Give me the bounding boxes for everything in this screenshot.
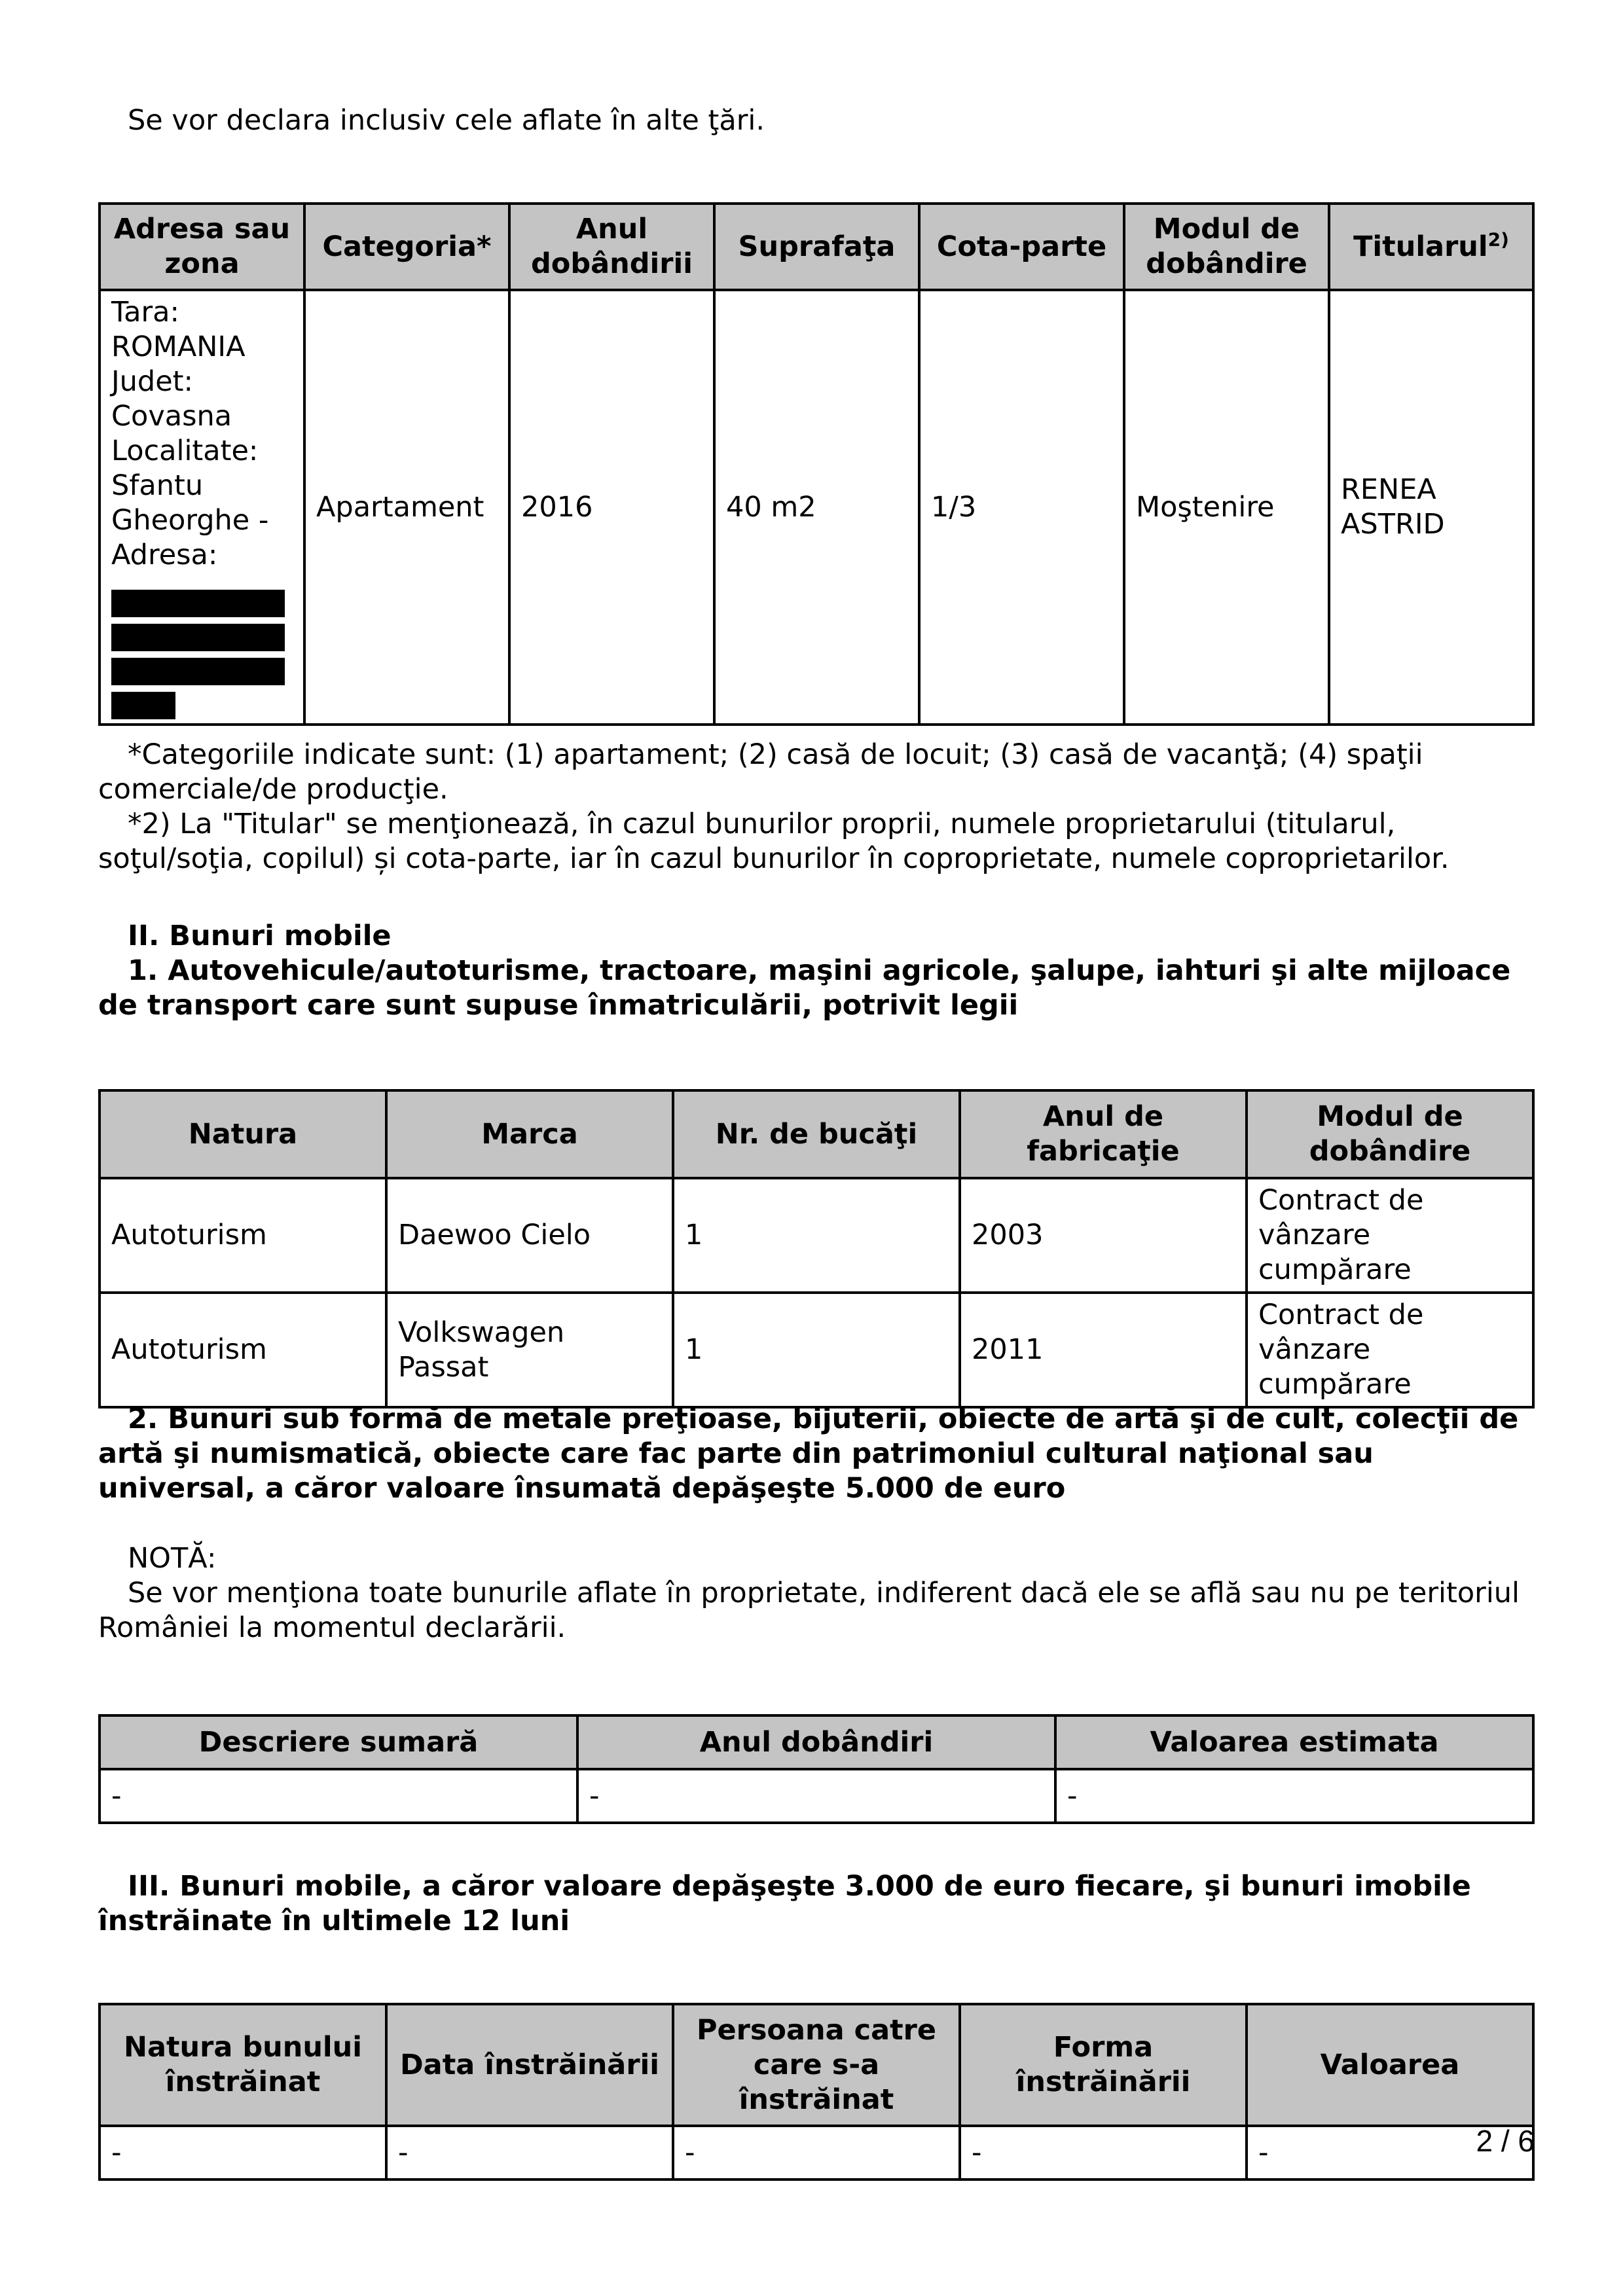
page-number: 2 / 6 — [1476, 2124, 1535, 2158]
header-cell: Modul de dobândire — [1124, 204, 1329, 290]
header-cell: Valoarea estimata — [1055, 1715, 1533, 1769]
table-cell: Apartament — [304, 290, 509, 725]
footnote-titular: *2) La "Titular" se menţionează, în cazul bunurilor proprii, numele proprietarului (titularul, soţul/soţia, copilul) și cota-parte, iar în cazul bunurilor în coproprietate, numele coproprietarilor. — [98, 808, 1450, 875]
header-cell: Nr. de bucăţi — [673, 1090, 960, 1178]
header-cell: Marca — [386, 1090, 673, 1178]
subsection-title: 1. Autovehicule/autoturisme, tractoare, maşini agricole, şalupe, iahturi şi alte mijloace de transport care sunt supuse înmatriculării, potrivit legii — [98, 954, 1511, 1022]
table-header-row — [100, 204, 1533, 290]
header-cell: Adresa sau zona — [100, 204, 304, 290]
table-cell: Moştenire — [1124, 290, 1329, 725]
header-cell: Forma înstrăinării — [960, 2004, 1247, 2126]
table-cell: - — [577, 1769, 1055, 1823]
table-cell: - — [386, 2126, 673, 2179]
address-line: ROMANIA — [111, 331, 246, 363]
imobile-table — [98, 202, 1535, 726]
table-cell: 2011 — [960, 1293, 1247, 1407]
table-cell: 1 — [673, 1293, 960, 1407]
header-cell: Anul dobândirii — [509, 204, 714, 290]
section-title: III. Bunuri mobile, a căror valoare depăşeşte 3.000 de euro fiecare, şi bunuri imobile înstrăinate în ultimele 12 luni — [98, 1870, 1471, 1937]
table-cell: - — [100, 2126, 386, 2179]
table-cell: 2016 — [509, 290, 714, 725]
address-cell — [100, 290, 304, 725]
address-line: Tara: — [111, 296, 180, 329]
footnotes — [98, 738, 1532, 876]
header-cell: Natura — [100, 1090, 386, 1178]
header-cell-titular: Titularul$^{2)}$ — [1329, 204, 1533, 290]
header-cell: Persoana catre care s-a înstrăinat — [673, 2004, 960, 2126]
table-cell: - — [960, 2126, 1247, 2179]
table-row — [100, 2126, 1533, 2179]
table-cell: Volkswagen Passat — [386, 1293, 673, 1407]
redaction-bar — [111, 590, 285, 617]
vehicles-table — [98, 1089, 1535, 1408]
table-cell: Autoturism — [100, 1293, 386, 1407]
footnote-categories: *Categoriile indicate sunt: (1) apartament; (2) casă de locuit; (3) casă de vacanţă; (4) spaţii comerciale/de producţie. — [98, 738, 1423, 806]
intro-note: Se vor declara inclusiv cele aflate în alte ţări. — [128, 104, 765, 137]
table-header-row — [100, 2004, 1533, 2126]
table-header-row — [100, 1715, 1533, 1769]
table-cell: Contract de vânzare cumpărare — [1247, 1293, 1533, 1407]
section-title: II. Bunuri mobile — [128, 920, 392, 952]
table-cell: 1/3 — [919, 290, 1124, 725]
table-header-row — [100, 1090, 1533, 1178]
table-cell: 40 m2 — [714, 290, 919, 725]
header-cell: Cota-parte — [919, 204, 1124, 290]
redaction-bar — [111, 624, 285, 651]
address-line: Gheorghe - — [111, 504, 269, 537]
header-cell: Categoria* — [304, 204, 509, 290]
address-line: Covasna — [111, 400, 232, 433]
table-row — [100, 1769, 1533, 1823]
alienated-table — [98, 2003, 1535, 2181]
table-cell: Contract de vânzare cumpărare — [1247, 1178, 1533, 1293]
table-cell: - — [100, 1769, 577, 1823]
table-row — [100, 1293, 1533, 1407]
address-line: Sfantu — [111, 469, 204, 502]
section-2-heading — [98, 919, 1532, 1023]
address-line: Adresa: — [111, 539, 218, 571]
address-line: Localitate: — [111, 435, 259, 467]
table-row — [100, 290, 1533, 725]
address-line: Judet: — [111, 365, 194, 398]
header-cell: Data înstrăinării — [386, 2004, 673, 2126]
table-cell: - — [673, 2126, 960, 2179]
table-cell: RENEA ASTRID — [1329, 290, 1533, 725]
nota-block — [98, 1541, 1532, 1645]
table-cell: - — [1247, 2126, 1533, 2179]
header-cell: Modul de dobândire — [1247, 1090, 1533, 1178]
table-cell: 1 — [673, 1178, 960, 1293]
redaction-bar — [111, 692, 175, 719]
header-cell: Valoarea — [1247, 2004, 1533, 2126]
nota-text: Se vor menţiona toate bunurile aflate în proprietate, indiferent dacă ele se află sau nu pe teritoriul României la momentul declarării. — [98, 1577, 1520, 1644]
table-cell: - — [1055, 1769, 1533, 1823]
valuables-table — [98, 1714, 1535, 1824]
header-cell: Suprafaţa — [714, 204, 919, 290]
header-cell: Anul dobândiri — [577, 1715, 1055, 1769]
subsection-title: 2. Bunuri sub formă de metale preţioase, bijuterii, obiecte de artă şi de cult, colecţii de artă şi numismatică, obiecte care fac parte din patrimoniul cultural naţional sau universal, a căror valoare însumată depăşeşte 5.000 de euro — [98, 1403, 1519, 1505]
redaction-bar — [111, 658, 285, 685]
table-row — [100, 1178, 1533, 1293]
nota-label: NOTĂ: — [128, 1542, 217, 1575]
header-cell: Natura bunului înstrăinat — [100, 2004, 386, 2126]
table-cell: Daewoo Cielo — [386, 1178, 673, 1293]
table-cell: Autoturism — [100, 1178, 386, 1293]
header-cell: Anul de fabricaţie — [960, 1090, 1247, 1178]
header-cell: Descriere sumară — [100, 1715, 577, 1769]
table-cell: 2003 — [960, 1178, 1247, 1293]
